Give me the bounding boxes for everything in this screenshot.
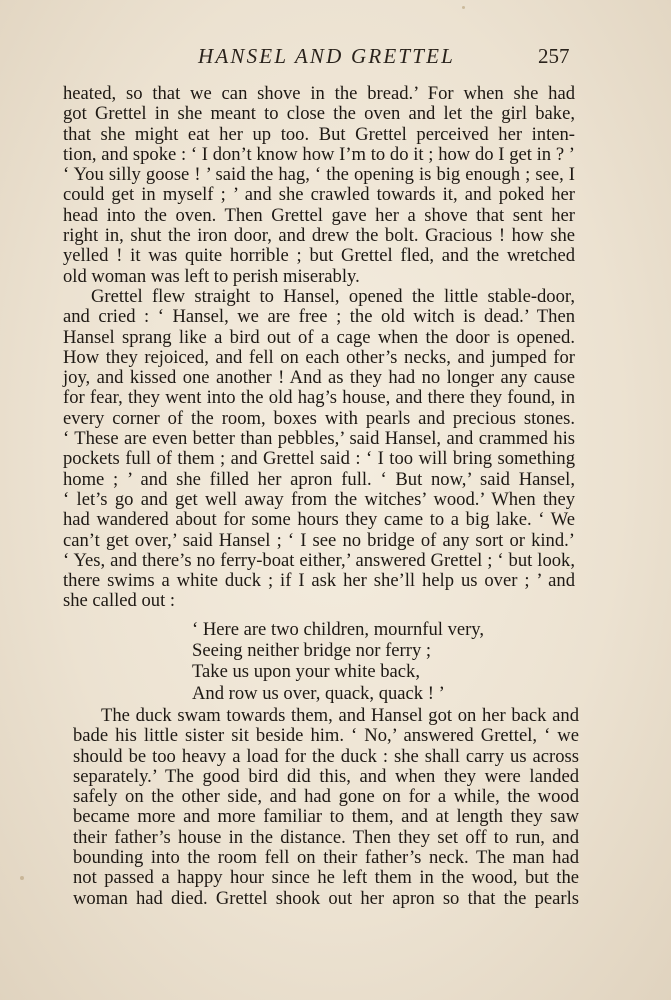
text-line: ‘ You silly goose ! ’ said the hag, ‘ the opening is big enough ; see, I [63,164,575,186]
running-title: HANSEL AND GRETTEL [198,44,456,68]
text-line: not passed a happy hour since he left them in the wood, but the [73,867,579,889]
text-line: yelled ! it was quite horrible ; but Grettel fled, and the wretched [63,245,575,267]
text-line: ‘ These are even better than pebbles,’ said Hansel, and crammed his [63,428,575,450]
text-line: should be too heavy a load for the duck : she shall carry us across [73,745,579,767]
text-line: heated, so that we can shove in the bread.’ For when she had [63,83,575,104]
text-line: bade his little sister sit beside him. ‘ No,’ answered Grettel, ‘ we [73,725,579,747]
text-line: ‘ Yes, and there’s no ferry-boat either,’ answered Grettel ; ‘ but look, [63,549,575,571]
text-line: Grettel flew straight to Hansel, opened the little stable-door, [91,285,575,307]
text-line: The duck swam towards them, and Hansel got on her back and [101,705,579,726]
text-line: ‘ let’s go and get well away from the witches’ wood.’ When they [63,488,575,510]
text-line: for fear, they went into the old hag’s house, and there they found, in [63,387,575,409]
verse-line: And row us over, quack, quack ! ’ [192,682,445,704]
text-line: every corner of the room, boxes with pearls and precious stones. [63,407,575,429]
text-line: head into the oven. Then Grettel gave her a shove that sent her [63,204,575,226]
text-line: became more and more familiar to them, and at length they saw [73,806,579,828]
text-line: had wandered about for some hours they came to a big lake. ‘ We [63,509,575,531]
text-line: and cried : ‘ Hansel, we are free ; the old witch is dead.’ Then [63,306,575,328]
text-line: got Grettel in she meant to close the oven and let the girl bake, [63,103,575,125]
paper-foxing-spot [20,876,24,880]
text-line: could get in myself ; ’ and she crawled towards it, and poked her [63,184,575,206]
verse-line: ‘ Here are two children, mournful very, [192,619,485,640]
verse-block [192,619,484,704]
text-line: there swims a white duck ; if I ask her she’ll help us over ; ’ and [63,570,575,592]
body-text-top [63,84,575,612]
text-line: safely on the other side, and had gone on for a while, the wood [73,786,579,808]
body-text-bottom [73,706,579,909]
text-line: she called out : [63,590,176,612]
text-line: home ; ’ and she filled her apron full. ‘ But now,’ said Hansel, [63,468,575,490]
text-line: pockets full of them ; and Grettel said : ‘ I too will bring something [63,448,575,470]
page-number: 257 [538,44,570,68]
text-line: tion, and spoke : ‘ I don’t know how I’m to do it ; how do I get in ? ’ [63,143,575,165]
text-line: Hansel sprang like a bird out of a cage when the door is opened. [63,326,575,348]
verse-line: Take us upon your white back, [192,661,420,683]
text-line: old woman was left to perish miserably. [63,265,360,287]
paper-foxing-spot [462,6,465,9]
text-line: joy, and kissed one another ! And as they had no longer any cause [63,367,575,389]
text-line: their father’s house in the distance. Then they set off to run, and [73,826,579,848]
text-line: woman had died. Grettel shook out her apron so that the pearls [73,887,579,909]
text-line: right in, shut the iron door, and drew the bolt. Gracious ! how she [63,225,575,247]
text-line: How they rejoiced, and fell on each other’s necks, and jumped for [63,346,575,368]
page-header [0,44,671,74]
text-line: bounding into the room fell on their father’s neck. The man had [73,847,579,869]
verse-line: Seeing neither bridge nor ferry ; [192,640,432,662]
text-line: that she might eat her up too. But Grettel perceived her inten- [63,123,575,145]
text-line: separately.’ The good bird did this, and when they were landed [73,765,579,787]
text-line: can’t get over,’ said Hansel ; ‘ I see no bridge of any sort or kind.’ [63,529,575,551]
